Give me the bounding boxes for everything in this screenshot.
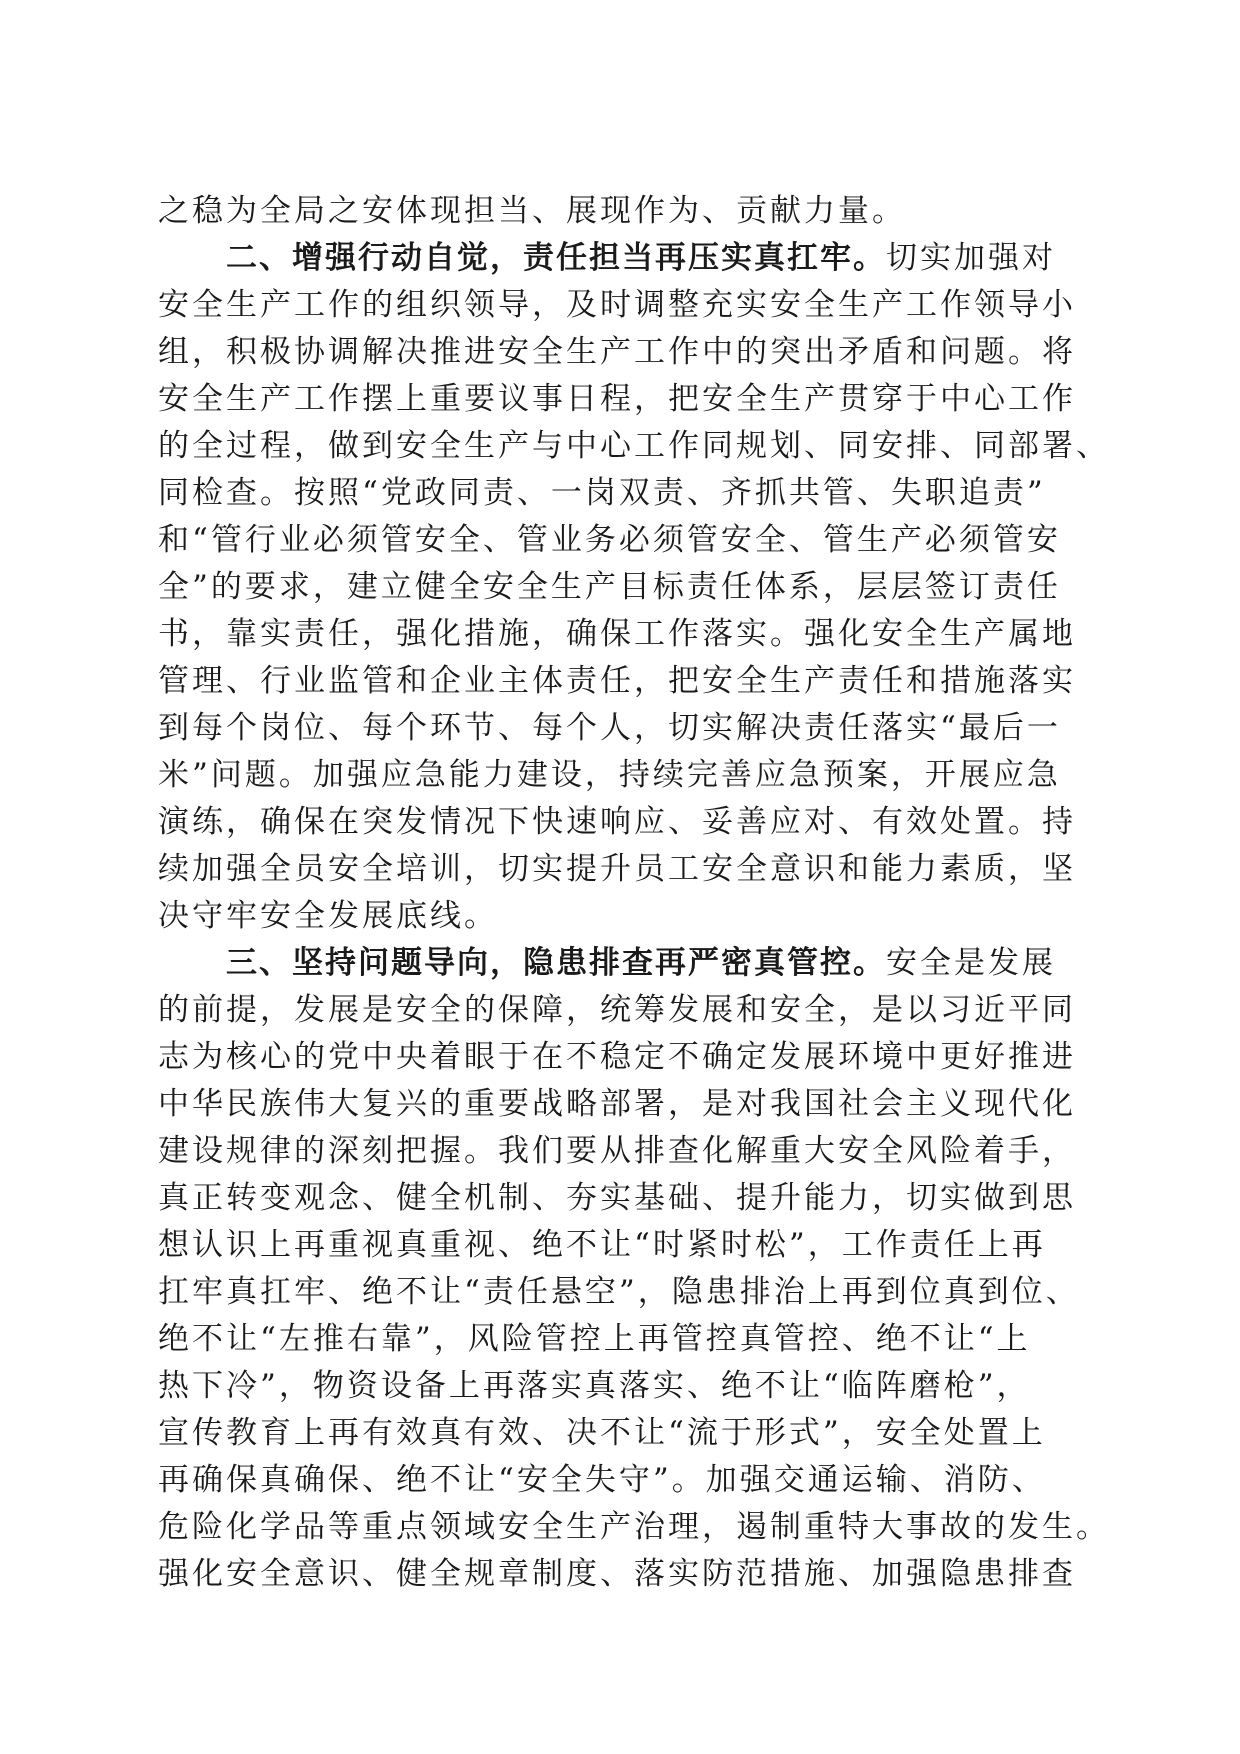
document-body	[158, 188, 1110, 1598]
body-line: 安全生产工作的组织领导，及时调整充实安全生产工作领导小	[158, 287, 1076, 323]
body-line: 同检查。按照“党政同责、一岗双责、齐抓共管、失职追责”	[158, 475, 1046, 511]
section-heading-line	[158, 940, 1082, 987]
body-line: 管理、行业监管和企业主体责任，把安全生产责任和措施落实	[158, 663, 1076, 699]
body-line: 之稳为全局之安体现担当、展现作为、贡献力量。	[158, 193, 906, 229]
body-line: 和“管行业必须管安全、管业务必须管安全、管生产必须管安	[158, 522, 1061, 558]
body-line: 全”的要求，建立健全安全生产目标责任体系，层层签订责任	[158, 569, 1061, 605]
body-line: 书，靠实责任，强化措施，确保工作落实。强化安全生产属地	[158, 616, 1076, 652]
body-line: 强化安全意识、健全规章制度、落实防范措施、加强隐患排查	[158, 1556, 1076, 1592]
body-line: 续加强全员安全培训，切实提升员工安全意识和能力素质，坚	[158, 851, 1076, 887]
body-line: 的前提，发展是安全的保障，统筹发展和安全，是以习近平同	[158, 992, 1076, 1028]
body-text: 安全是发展	[886, 945, 1056, 981]
body-line: 危险化学品等重点领域安全生产治理，遏制重特大事故的发生。	[158, 1509, 1110, 1545]
body-line: 建设规律的深刻把握。我们要从排查化解重大安全风险着手，	[158, 1133, 1076, 1169]
body-line: 想认识上再重视真重视、绝不让“时紧时松”，工作责任上再	[158, 1227, 1046, 1263]
body-line: 真正转变观念、健全机制、夯实基础、提升能力，切实做到思	[158, 1180, 1076, 1216]
body-line: 的全过程，做到安全生产与中心工作同规划、同安排、同部署、	[158, 428, 1110, 464]
body-line: 中华民族伟大复兴的重要战略部署，是对我国社会主义现代化	[158, 1086, 1076, 1122]
body-line: 扛牢真扛牢、绝不让“责任悬空”，隐患排治上再到位真到位、	[158, 1274, 1080, 1310]
section-heading-line	[158, 235, 1082, 282]
body-line: 志为核心的党中央着眼于在不稳定不确定发展环境中更好推进	[158, 1039, 1076, 1075]
body-line: 热下冷”，物资设备上再落实真落实、绝不让“临阵磨枪”，	[158, 1368, 1031, 1404]
body-line: 再确保真确保、绝不让“安全失守”。加强交通运输、消防、	[158, 1462, 1046, 1498]
body-text: 切实加强对	[886, 240, 1056, 276]
body-line: 组，积极协调解决推进安全生产工作中的突出矛盾和问题。将	[158, 334, 1076, 370]
body-line: 演练，确保在突发情况下快速响应、妥善应对、有效处置。持	[158, 804, 1076, 840]
body-line: 到每个岗位、每个环节、每个人，切实解决责任落实“最后一	[158, 710, 1061, 746]
body-line: 米”问题。加强应急能力建设，持续完善应急预案，开展应急	[158, 757, 1061, 793]
body-line: 决守牢安全发展底线。	[158, 898, 498, 934]
body-line: 宣传教育上再有效真有效、决不让“流于形式”，安全处置上	[158, 1415, 1046, 1451]
body-line: 安全生产工作摆上重要议事日程，把安全生产贯穿于中心工作	[158, 381, 1076, 417]
section-heading: 二、增强行动自觉，责任担当再压实真扛牢。	[226, 240, 886, 276]
section-heading: 三、坚持问题导向，隐患排查再严密真管控。	[226, 945, 886, 981]
body-line: 绝不让“左推右靠”，风险管控上再管控真管控、绝不让“上	[158, 1321, 1031, 1357]
